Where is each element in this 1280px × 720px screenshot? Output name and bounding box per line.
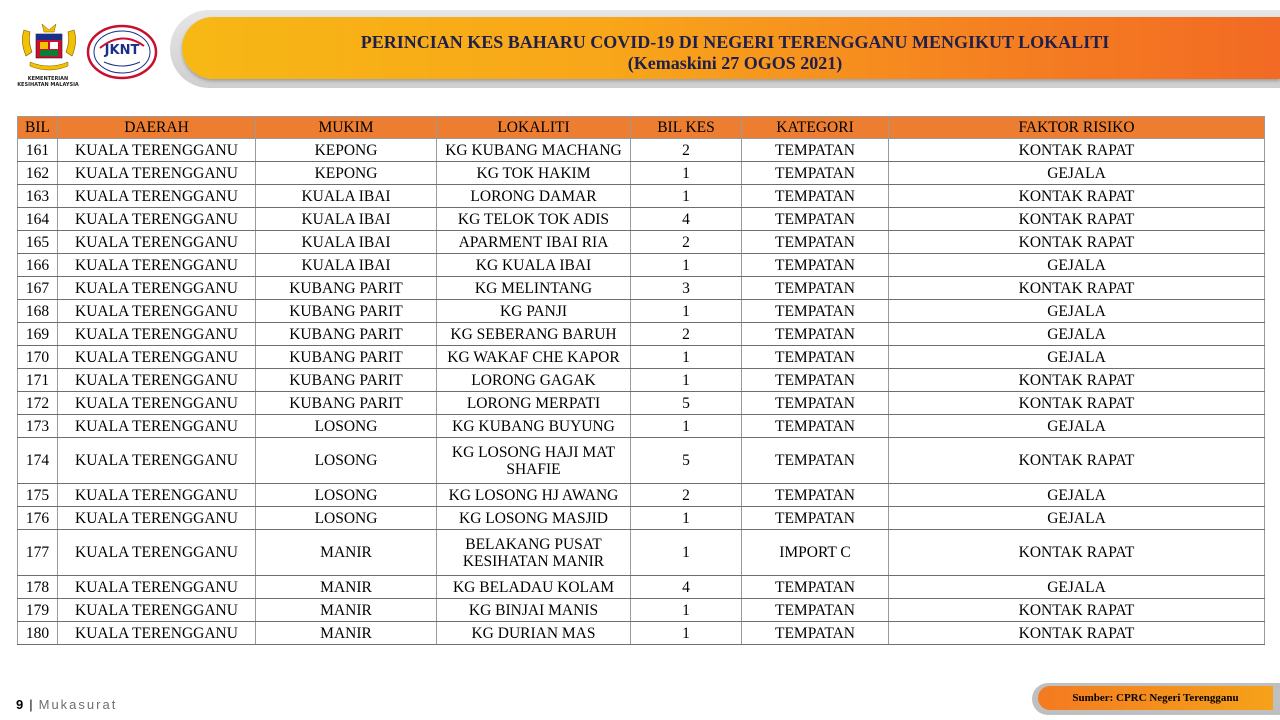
table-row — [18, 576, 1265, 599]
cell-daerah: KUALA TERENGGANU — [58, 346, 256, 369]
cell-lokaliti: KG DURIAN MAS — [437, 622, 631, 645]
column-header-kategori: KATEGORI — [742, 117, 889, 139]
cell-mukim: KUBANG PARIT — [256, 392, 437, 415]
cell-bil-kes: 1 — [631, 369, 742, 392]
cell-daerah: KUALA TERENGGANU — [58, 208, 256, 231]
cell-bil-kes: 3 — [631, 277, 742, 300]
cell-bil-kes: 1 — [631, 599, 742, 622]
cell-lokaliti: KG KUBANG MACHANG — [437, 139, 631, 162]
table-row — [18, 300, 1265, 323]
cell-mukim: LOSONG — [256, 438, 437, 484]
cell-kategori: TEMPATAN — [742, 231, 889, 254]
cell-bil-kes: 1 — [631, 415, 742, 438]
table-row — [18, 139, 1265, 162]
column-header-mukim: MUKIM — [256, 117, 437, 139]
jknt-logo — [86, 24, 158, 80]
cell-faktor-risiko: KONTAK RAPAT — [889, 622, 1265, 645]
cell-bil: 174 — [18, 438, 58, 484]
table-row — [18, 323, 1265, 346]
column-header-bil-kes: BIL KES — [631, 117, 742, 139]
cell-bil-kes: 5 — [631, 438, 742, 484]
cell-lokaliti: KG KUBANG BUYUNG — [437, 415, 631, 438]
cell-bil: 176 — [18, 507, 58, 530]
cell-lokaliti: KG TELOK TOK ADIS — [437, 208, 631, 231]
cell-mukim: MANIR — [256, 576, 437, 599]
cell-faktor-risiko: GEJALA — [889, 507, 1265, 530]
cell-faktor-risiko: KONTAK RAPAT — [889, 530, 1265, 576]
table-header-row — [18, 117, 1265, 139]
cell-mukim: MANIR — [256, 599, 437, 622]
cell-bil: 179 — [18, 599, 58, 622]
cell-bil-kes: 5 — [631, 392, 742, 415]
cell-faktor-risiko: GEJALA — [889, 484, 1265, 507]
cell-mukim: KUBANG PARIT — [256, 369, 437, 392]
cell-faktor-risiko: GEJALA — [889, 162, 1265, 185]
table-row — [18, 369, 1265, 392]
cell-bil: 163 — [18, 185, 58, 208]
cell-mukim: LOSONG — [256, 484, 437, 507]
cell-mukim: LOSONG — [256, 415, 437, 438]
cell-mukim: LOSONG — [256, 507, 437, 530]
cell-daerah: KUALA TERENGGANU — [58, 599, 256, 622]
cell-daerah: KUALA TERENGGANU — [58, 254, 256, 277]
cell-bil: 171 — [18, 369, 58, 392]
cell-kategori: TEMPATAN — [742, 300, 889, 323]
cell-daerah: KUALA TERENGGANU — [58, 622, 256, 645]
cell-kategori: TEMPATAN — [742, 277, 889, 300]
cell-mukim: KUALA IBAI — [256, 185, 437, 208]
cell-daerah: KUALA TERENGGANU — [58, 277, 256, 300]
cell-mukim: KUALA IBAI — [256, 254, 437, 277]
cell-bil-kes: 2 — [631, 484, 742, 507]
cell-lokaliti: LORONG MERPATI — [437, 392, 631, 415]
table-row — [18, 392, 1265, 415]
cell-bil-kes: 1 — [631, 507, 742, 530]
page-title-line2: (Kemaskini 27 OGOS 2021) — [627, 53, 843, 73]
cell-daerah: KUALA TERENGGANU — [58, 185, 256, 208]
coat-caption: KEMENTERIAN KESIHATAN MALAYSIA — [17, 76, 79, 88]
cell-lokaliti: KG LOSONG MASJID — [437, 507, 631, 530]
cell-bil-kes: 1 — [631, 254, 742, 277]
cell-daerah: KUALA TERENGGANU — [58, 323, 256, 346]
table-row — [18, 438, 1265, 484]
cell-mukim: KEPONG — [256, 139, 437, 162]
cell-mukim: KUALA IBAI — [256, 231, 437, 254]
cell-lokaliti: BELAKANG PUSAT KESIHATAN MANIR — [437, 530, 631, 576]
cell-faktor-risiko: KONTAK RAPAT — [889, 392, 1265, 415]
cell-kategori: TEMPATAN — [742, 346, 889, 369]
cell-kategori: TEMPATAN — [742, 392, 889, 415]
cell-kategori: TEMPATAN — [742, 323, 889, 346]
cell-kategori: TEMPATAN — [742, 139, 889, 162]
cell-faktor-risiko: KONTAK RAPAT — [889, 369, 1265, 392]
cell-faktor-risiko: KONTAK RAPAT — [889, 231, 1265, 254]
cell-kategori: TEMPATAN — [742, 576, 889, 599]
cell-daerah: KUALA TERENGGANU — [58, 507, 256, 530]
cell-kategori: TEMPATAN — [742, 507, 889, 530]
cell-bil: 168 — [18, 300, 58, 323]
table-body — [18, 139, 1265, 645]
cell-lokaliti: LORONG DAMAR — [437, 185, 631, 208]
cell-bil-kes: 1 — [631, 622, 742, 645]
cell-kategori: TEMPATAN — [742, 415, 889, 438]
logo-area — [10, 18, 180, 98]
cell-bil: 164 — [18, 208, 58, 231]
table-row — [18, 346, 1265, 369]
cell-lokaliti: LORONG GAGAK — [437, 369, 631, 392]
cell-faktor-risiko: KONTAK RAPAT — [889, 277, 1265, 300]
table-row — [18, 599, 1265, 622]
cell-bil-kes: 1 — [631, 185, 742, 208]
cell-lokaliti: KG LOSONG HJ AWANG — [437, 484, 631, 507]
cell-bil-kes: 2 — [631, 139, 742, 162]
cell-bil-kes: 4 — [631, 576, 742, 599]
table-row — [18, 254, 1265, 277]
cell-kategori: TEMPATAN — [742, 208, 889, 231]
column-header-bil: BIL — [18, 117, 58, 139]
cell-lokaliti: KG KUALA IBAI — [437, 254, 631, 277]
cell-lokaliti: KG PANJI — [437, 300, 631, 323]
cell-lokaliti: KG MELINTANG — [437, 277, 631, 300]
cell-mukim: KUBANG PARIT — [256, 300, 437, 323]
cell-bil: 172 — [18, 392, 58, 415]
cell-daerah: KUALA TERENGGANU — [58, 415, 256, 438]
cell-daerah: KUALA TERENGGANU — [58, 369, 256, 392]
table-row — [18, 277, 1265, 300]
cell-kategori: TEMPATAN — [742, 369, 889, 392]
cell-bil: 175 — [18, 484, 58, 507]
cell-mukim: KUBANG PARIT — [256, 277, 437, 300]
cell-bil: 166 — [18, 254, 58, 277]
table-row — [18, 231, 1265, 254]
table-row — [18, 208, 1265, 231]
cell-mukim: KEPONG — [256, 162, 437, 185]
cell-bil: 173 — [18, 415, 58, 438]
cell-daerah: KUALA TERENGGANU — [58, 300, 256, 323]
cell-faktor-risiko: GEJALA — [889, 254, 1265, 277]
malaysia-coat-of-arms-logo — [18, 22, 80, 72]
source-badge: Sumber: CPRC Negeri Terengganu — [1038, 686, 1273, 710]
cell-daerah: KUALA TERENGGANU — [58, 576, 256, 599]
cell-bil: 167 — [18, 277, 58, 300]
table-row — [18, 162, 1265, 185]
case-table-container — [17, 116, 1264, 645]
cell-lokaliti: KG SEBERANG BARUH — [437, 323, 631, 346]
cell-bil-kes: 4 — [631, 208, 742, 231]
cell-mukim: KUALA IBAI — [256, 208, 437, 231]
cell-mukim: MANIR — [256, 622, 437, 645]
cell-faktor-risiko: GEJALA — [889, 300, 1265, 323]
cell-daerah: KUALA TERENGGANU — [58, 530, 256, 576]
page-number: 9 — [16, 697, 24, 712]
cell-lokaliti: KG WAKAF CHE KAPOR — [437, 346, 631, 369]
page-title — [210, 32, 1260, 74]
column-header-faktor-risiko: FAKTOR RISIKO — [889, 117, 1265, 139]
cell-bil: 180 — [18, 622, 58, 645]
table-row — [18, 185, 1265, 208]
cell-kategori: TEMPATAN — [742, 599, 889, 622]
page-title-line1: PERINCIAN KES BAHARU COVID-19 DI NEGERI TERENGGANU MENGIKUT LOKALITI — [360, 32, 1110, 52]
cell-lokaliti: APARMENT IBAI RIA — [437, 231, 631, 254]
cell-faktor-risiko: KONTAK RAPAT — [889, 208, 1265, 231]
cell-bil-kes: 1 — [631, 530, 742, 576]
cell-daerah: KUALA TERENGGANU — [58, 392, 256, 415]
cell-daerah: KUALA TERENGGANU — [58, 438, 256, 484]
cell-mukim: KUBANG PARIT — [256, 346, 437, 369]
table-row — [18, 415, 1265, 438]
cell-bil: 165 — [18, 231, 58, 254]
column-header-lokaliti: LOKALITI — [437, 117, 631, 139]
cell-kategori: IMPORT C — [742, 530, 889, 576]
cell-kategori: TEMPATAN — [742, 622, 889, 645]
table-row — [18, 530, 1265, 576]
cell-kategori: TEMPATAN — [742, 484, 889, 507]
cell-bil: 177 — [18, 530, 58, 576]
cell-kategori: TEMPATAN — [742, 185, 889, 208]
footer-separator: | — [29, 697, 33, 712]
cell-faktor-risiko: KONTAK RAPAT — [889, 185, 1265, 208]
cell-bil: 170 — [18, 346, 58, 369]
cell-faktor-risiko: KONTAK RAPAT — [889, 438, 1265, 484]
cell-mukim: MANIR — [256, 530, 437, 576]
cell-faktor-risiko: KONTAK RAPAT — [889, 139, 1265, 162]
cell-daerah: KUALA TERENGGANU — [58, 231, 256, 254]
page-label: Mukasurat — [38, 697, 118, 712]
cell-bil-kes: 1 — [631, 300, 742, 323]
cell-faktor-risiko: GEJALA — [889, 576, 1265, 599]
cell-lokaliti: KG LOSONG HAJI MAT SHAFIE — [437, 438, 631, 484]
cell-lokaliti: KG BELADAU KOLAM — [437, 576, 631, 599]
cell-bil: 169 — [18, 323, 58, 346]
cell-lokaliti: KG TOK HAKIM — [437, 162, 631, 185]
column-header-daerah: DAERAH — [58, 117, 256, 139]
table-row — [18, 622, 1265, 645]
cell-faktor-risiko: GEJALA — [889, 346, 1265, 369]
cell-bil-kes: 1 — [631, 346, 742, 369]
cell-faktor-risiko: GEJALA — [889, 415, 1265, 438]
page-footer — [16, 697, 117, 712]
cell-faktor-risiko: GEJALA — [889, 323, 1265, 346]
cell-daerah: KUALA TERENGGANU — [58, 484, 256, 507]
table-row — [18, 507, 1265, 530]
cell-kategori: TEMPATAN — [742, 162, 889, 185]
cell-bil-kes: 2 — [631, 231, 742, 254]
cell-daerah: KUALA TERENGGANU — [58, 162, 256, 185]
cell-kategori: TEMPATAN — [742, 254, 889, 277]
cell-bil: 162 — [18, 162, 58, 185]
cell-faktor-risiko: KONTAK RAPAT — [889, 599, 1265, 622]
case-table — [17, 116, 1265, 645]
cell-lokaliti: KG BINJAI MANIS — [437, 599, 631, 622]
cell-daerah: KUALA TERENGGANU — [58, 139, 256, 162]
cell-bil-kes: 1 — [631, 162, 742, 185]
cell-mukim: KUBANG PARIT — [256, 323, 437, 346]
cell-bil: 178 — [18, 576, 58, 599]
jknt-logo-text: JKNT — [104, 43, 140, 58]
table-row — [18, 484, 1265, 507]
cell-kategori: TEMPATAN — [742, 438, 889, 484]
cell-bil-kes: 2 — [631, 323, 742, 346]
cell-bil: 161 — [18, 139, 58, 162]
